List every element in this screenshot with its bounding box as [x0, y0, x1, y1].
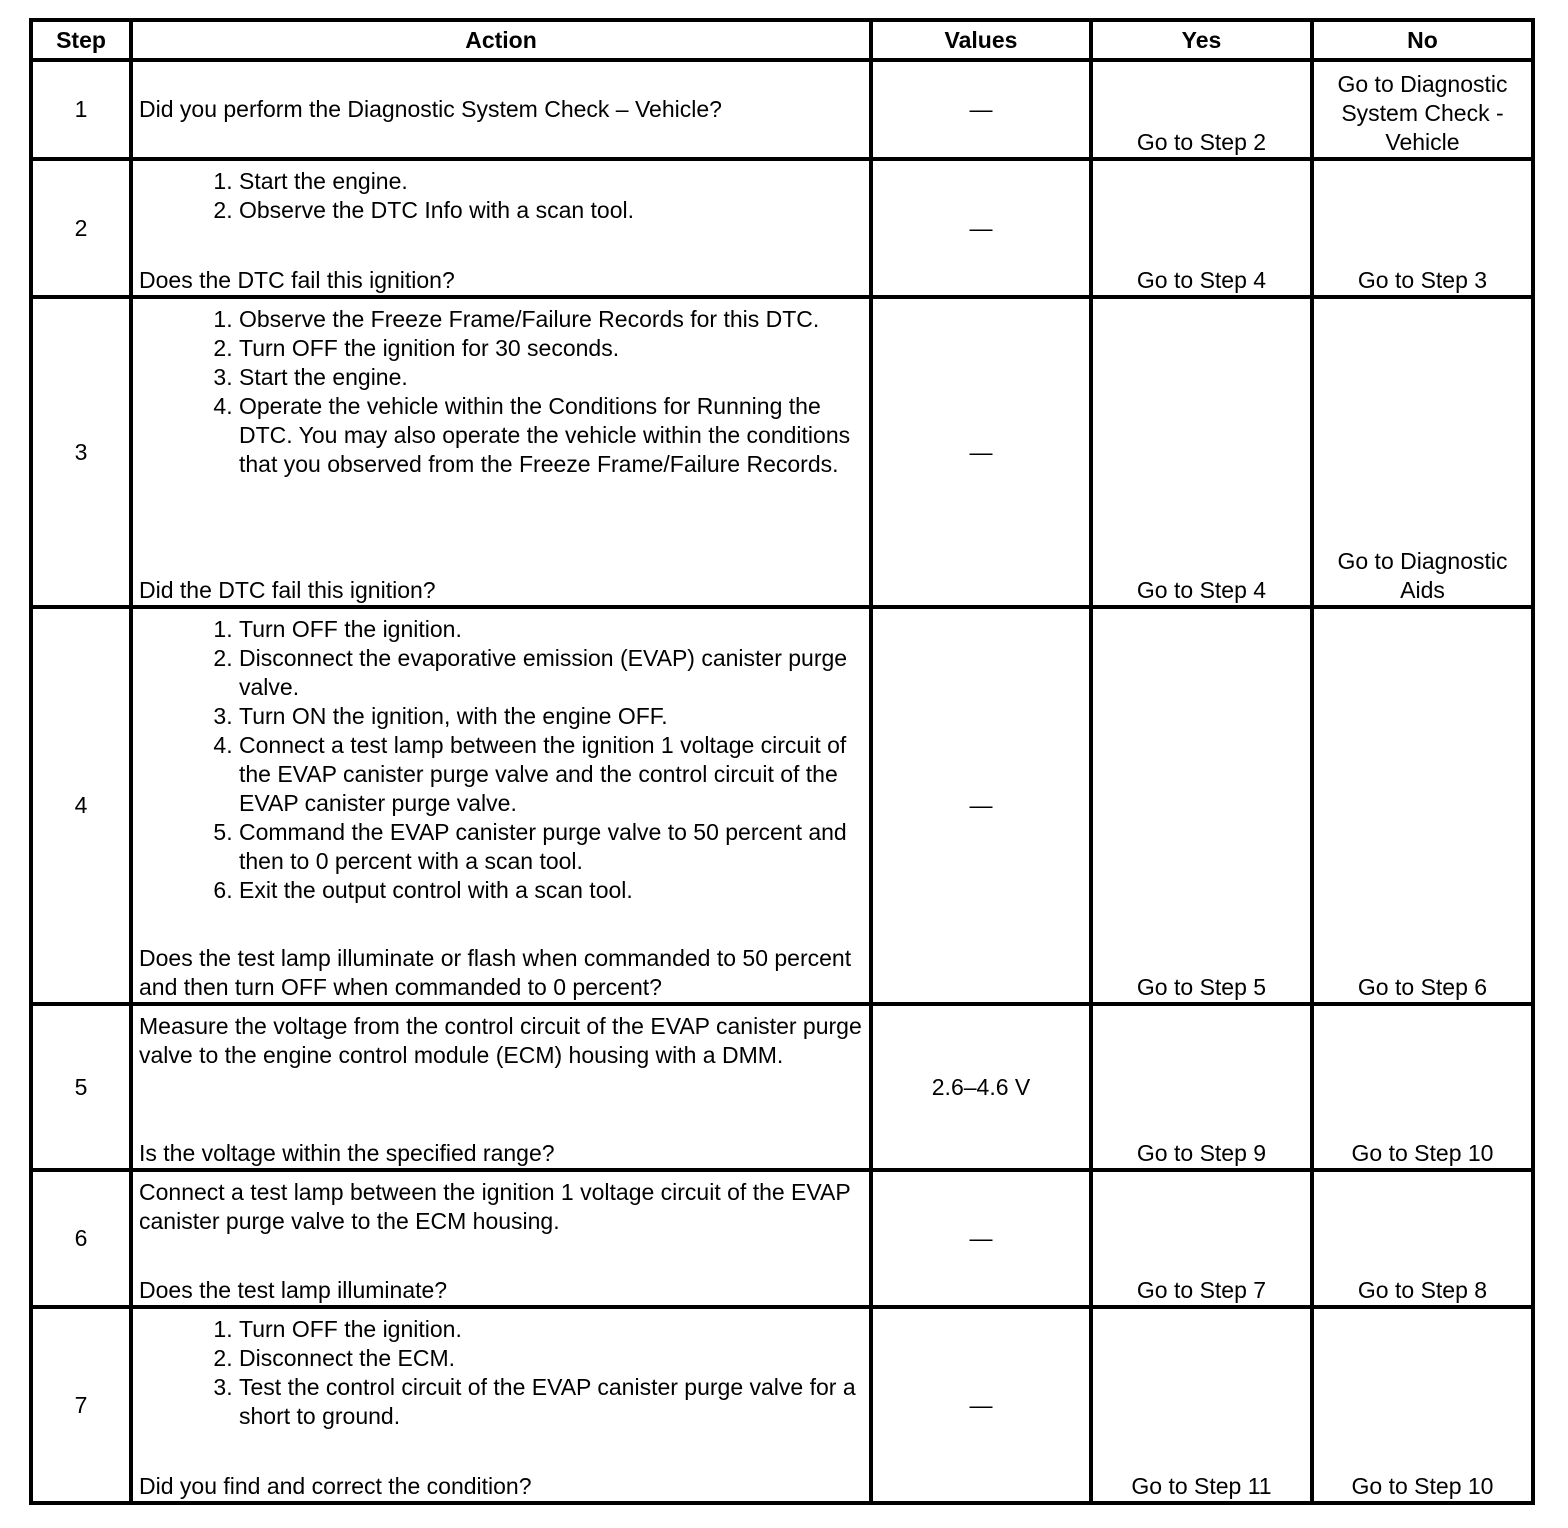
list-item: 1. Turn OFF the ignition.	[239, 1315, 863, 1344]
header-action: Action	[131, 20, 871, 60]
list-item: 1. Start the engine.	[239, 167, 863, 196]
yes-cell: Go to Step 2	[1091, 60, 1312, 159]
table-row	[31, 1170, 1533, 1307]
step-number: 7	[31, 1307, 131, 1503]
no-cell: Go to Step 10	[1312, 1307, 1533, 1503]
header-step: Step	[31, 20, 131, 60]
yes-cell: Go to Step 4	[1091, 159, 1312, 297]
action-text: Measure the voltage from the control circuit of the EVAP canister purge valve to the engine control module (ECM) housing with a DMM.	[139, 1013, 862, 1068]
step-number: 6	[31, 1170, 131, 1307]
action-question: Did you find and correct the condition?	[139, 1473, 532, 1499]
no-cell: Go to Diagnostic Aids	[1312, 297, 1533, 607]
value-cell: —	[871, 297, 1091, 607]
action-question: Does the test lamp illuminate or flash when commanded to 50 percent and then turn OFF when commanded to 0 percent?	[139, 945, 852, 1000]
list-item: 3. Turn ON the ignition, with the engine OFF.	[239, 702, 863, 731]
table-row	[31, 60, 1533, 159]
header-values: Values	[871, 20, 1091, 60]
header-row	[31, 20, 1533, 60]
action-list	[139, 167, 863, 225]
list-item: 1. Observe the Freeze Frame/Failure Records for this DTC.	[239, 305, 863, 334]
action-list	[139, 615, 863, 905]
table-row	[31, 297, 1533, 607]
step-number: 4	[31, 607, 131, 1004]
step-number: 2	[31, 159, 131, 297]
action-cell	[131, 1307, 871, 1503]
no-cell: Go to Step 8	[1312, 1170, 1533, 1307]
list-item: 3. Start the engine.	[239, 363, 863, 392]
diagnostic-table	[29, 18, 1535, 1505]
yes-cell: Go to Step 7	[1091, 1170, 1312, 1307]
value-cell: —	[871, 1170, 1091, 1307]
yes-cell: Go to Step 4	[1091, 297, 1312, 607]
action-cell	[131, 1170, 871, 1307]
yes-cell: Go to Step 9	[1091, 1004, 1312, 1170]
list-item: 4. Connect a test lamp between the ignition 1 voltage circuit of the EVAP canister purge valve and the control circuit of the EVAP canister purge valve.	[239, 731, 863, 818]
action-question: Is the voltage within the specified range?	[139, 1140, 555, 1166]
step-number: 3	[31, 297, 131, 607]
list-item: 2. Turn OFF the ignition for 30 seconds.	[239, 334, 863, 363]
action-cell	[131, 60, 871, 159]
action-cell	[131, 297, 871, 607]
value-cell: —	[871, 1307, 1091, 1503]
yes-cell: Go to Step 11	[1091, 1307, 1312, 1503]
table-row	[31, 607, 1533, 1004]
action-cell	[131, 1004, 871, 1170]
table-row	[31, 159, 1533, 297]
value-cell: —	[871, 159, 1091, 297]
list-item: 3. Test the control circuit of the EVAP canister purge valve for a short to ground.	[239, 1373, 863, 1431]
action-text: Connect a test lamp between the ignition 1 voltage circuit of the EVAP canister purge valve to the ECM housing.	[139, 1179, 851, 1234]
list-item: 5. Command the EVAP canister purge valve to 50 percent and then to 0 percent with a scan tool.	[239, 818, 863, 876]
list-item: 2. Disconnect the evaporative emission (EVAP) canister purge valve.	[239, 644, 863, 702]
action-list	[139, 1315, 863, 1431]
list-item: 2. Disconnect the ECM.	[239, 1344, 863, 1373]
action-list	[139, 305, 863, 479]
table-row	[31, 1307, 1533, 1503]
list-item: 1. Turn OFF the ignition.	[239, 615, 863, 644]
action-question: Does the test lamp illuminate?	[139, 1277, 448, 1303]
action-cell	[131, 607, 871, 1004]
no-cell: Go to Step 6	[1312, 607, 1533, 1004]
header-yes: Yes	[1091, 20, 1312, 60]
step-number: 5	[31, 1004, 131, 1170]
yes-cell: Go to Step 5	[1091, 607, 1312, 1004]
action-question: Does the DTC fail this ignition?	[139, 267, 455, 293]
no-cell: Go to Step 10	[1312, 1004, 1533, 1170]
value-cell: —	[871, 60, 1091, 159]
action-cell	[131, 159, 871, 297]
action-question: Did you perform the Diagnostic System Check – Vehicle?	[139, 96, 722, 122]
value-cell: 2.6–4.6 V	[871, 1004, 1091, 1170]
no-cell: Go to Diagnostic System Check - Vehicle	[1312, 60, 1533, 159]
header-no: No	[1312, 20, 1533, 60]
list-item: 4. Operate the vehicle within the Conditions for Running the DTC. You may also operate the vehicle within the conditions that you observed from the Freeze Frame/Failure Records.	[239, 392, 863, 479]
table-row	[31, 1004, 1533, 1170]
list-item: 2. Observe the DTC Info with a scan tool.	[239, 196, 863, 225]
action-question: Did the DTC fail this ignition?	[139, 577, 436, 603]
no-cell: Go to Step 3	[1312, 159, 1533, 297]
list-item: 6. Exit the output control with a scan tool.	[239, 876, 863, 905]
step-number: 1	[31, 60, 131, 159]
value-cell: —	[871, 607, 1091, 1004]
